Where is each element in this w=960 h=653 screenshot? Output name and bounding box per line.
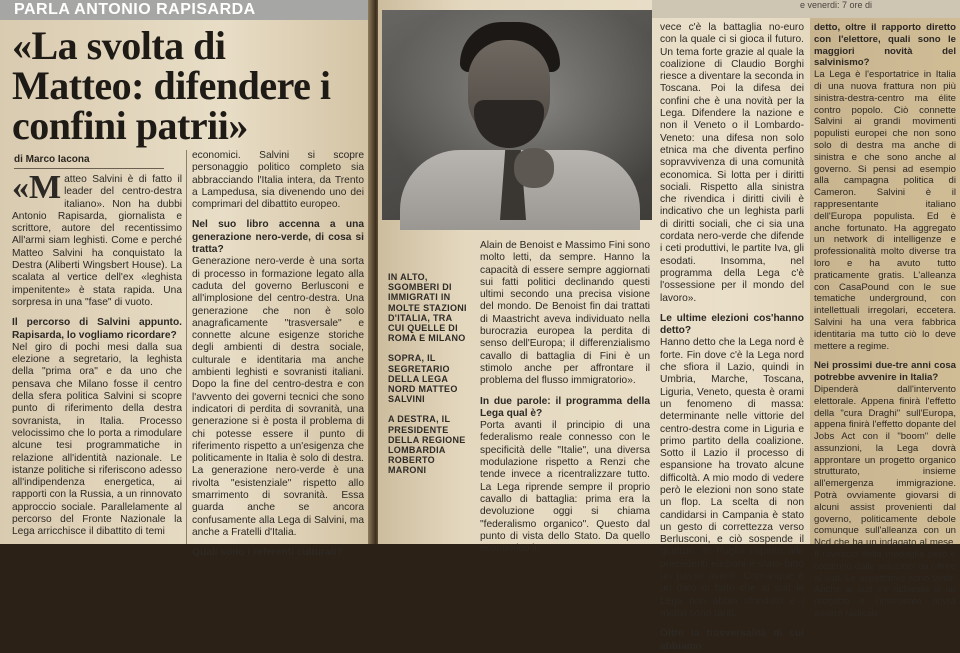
dropcap: «M [12,169,62,206]
col4-intro: vece c'è la battaglia no-euro con la quale ci si gioca il futuro. Un tema forte grazie al quale la coalizione di Claudio Borghi riesce a diventare la seconda in Toscana. Poi la difesa dei confini che è una novità per la Lega. Difendere la nazione e non il Veneto o il Lombardo-Veneto: una difesa non solo etnica ma che diventa perfino sopravvivenza di una comunità economica. Si lotta per i diritti sociali. Rispetto alla sinistra che rivendica i diritti civili è indicativo che un leghista parli di diritti sociali, che ci sia una cordata nero-verde che difende i ceti produttivi, le partite Iva, gli esodati. Insomma, nel programma della Lega c'è l'ossessione per il mondo del lavoro». [660,22,804,304]
top-strip-text: e venerdi: 7 ore di [800,0,873,10]
column-4 [660,22,804,652]
col1-intro: atteo Salvini è di fatto il leader del centro-destra italiano». Non ha dubbi Antonio Rapisarda, giornalista e scrittore, autore del recentissimo All'armi siam leghisti. Come e perché Matteo Salvini ha conquistato la Destra (Aliberti Wingsbert House). La scalata al vertice dell'ex «leghista impenitente» è stata rapida. Una sorpresa in una "fase" di vuoto. [12,174,182,308]
photo-hand [514,148,554,188]
col3-text: Alain de Benoist e Massimo Fini sono molto letti, da sempre. Hanno la capacità di essere sempre aggiornati sui fatti politici declinando questi ultimi secondo una precisa visione del mondo. De Benoist fin dai trattati di Maastricht aveva individuato nella burocrazia europea la perdita di senso dell'Europa; il differenzialismo cavallo di battaglia di Fini è un stimolo anche per affrontare il problema del flusso immigratorio». [480,240,650,387]
left-page [0,0,372,559]
question: Nel suo libro accenna a una generazione nero-verde, di cosa si tratta? [192,219,364,256]
answer: La Lega è l'esportatrice in Italia di una nuova frattura non più sinistra-destra-centro ma élite contro popolo. Ciò connette Salvini ai grandi movimenti populisti europei che non sono solo di destra ma anche di sinistra e che sono anche al governo. Si pensi ad esempio alla campagna politica di Cameron. Salvini è il rappresentante italiano dell'Europa populista. Ed è anche fortunato. Ha aggregato un network di intelligenze e professionalità molto diverse tra loro e ha avuto tutto praticamente gratis. L'alleanza con CasaPound con le sue tematiche underground, con intellettuali irregolari, eccetera. Salvini ha una vera fabbrica identitaria ma tutto ciò lo deve mettere a regime. [814,69,956,352]
answer: Generazione nero-verde è una sorta di processo in formazione legato alla caduta del governo Berlusconi e all'implosione del centro-destra. Una generazione che non è solo anagraficamente "trasversale" e connette alcune esigenze storiche degli ambienti di destra sociale, culturale e identitaria ma anche ambienti leghisti e sovranisti italiani. Dopo la fine del centro-destra e con l'avvento dei governi tecnici che sono indicatori di perdita di sovranità, una generazione si è posta il problema di chi potesse essere il punto di riferimento rispetto a un'esigenza che politicamente in Italia è solo di destra. La generazione nero-verde è una rivolta "esistenziale" rispetto allo smarrimento di sovranità. Essa guarda anche se ancora confusamente alla Lega di Salvini, ma anche a Fratelli d'Italia. [192,256,364,538]
headline: «La svolta di Matteo: difendere i confini patrii» [12,23,331,148]
question: detto, oltre il rapporto diretto con l'elettore, quali sono le maggiori novità del salvinismo? [814,22,956,69]
question: Il percorso di Salvini appunto. Rapisarda, lo vogliamo ricordare? [12,317,182,341]
question: Quali sono i referenti culturali? [192,547,343,559]
question: In due parole: il programma della Lega qual è? [480,395,650,419]
column-3 [480,240,650,555]
answer: Nel giro di pochi mesi dalla sua elezione a segretario, la leghista della "prima ora" e da uno che pensava che Milano fosse il centro della sfera politica Salvini si scopre punto di riferimento della destra sovranista, in Italia. Processo velocissimo che lo porta a rimodulare alcune tesi programmatiche in relazione all'identità nazionale. Le istanze politiche si riferiscono adesso all'indipendenza energetica, ai rapporti con la Russia, a un rinnovato approccio sociale. Parallelamente al percorso del Fronte Nazionale la Lega arricchisce il dibattito di temi [12,341,182,538]
kicker: PARLA ANTONIO RAPISARDA [0,0,386,20]
col2-intro: economici. Salvini si scopre personaggio politico completo sia abbracciando l'Italia intera, da Trento a Lampedusa, sia divenendo uno dei comprimari del dibattito europeo. [192,150,364,211]
caption-2: SOPRA, IL SEGRETARIO DELLA LEGA NORD MATTEO SALVINI [388,353,458,405]
caption-3: A DESTRA, IL PRESIDENTE DELLA REGIONE LOMBARDIA ROBERTO MARONI [388,414,466,476]
column-2 [192,150,364,559]
byline: di Marco Iacona [14,154,90,165]
question: Oltre la trasversalità di cui abbiamo [660,628,804,652]
photo-caption [388,272,470,486]
column-1 [12,169,182,544]
question: Le ultime elezioni cos'hanno detto? [660,312,804,337]
answer: Hanno detto che la Lega nord è forte. Fin dove c'è la Lega nord che sfiora il Lazio, quindi in Umbria, Marche, Toscana, Liguria, Veneto, questa è orami un fenomeno di massa: determinante nelle vittorie del centro-destra come in Liguria e primo partito della coalizione. Sotto il Lazio il processo di espansione ha trovato alcune difficoltà. A mio modo di vedere però le elezioni non sono state un flop. La scelta di non candidarsi in Campania è stato un gesto di correttezza verso Berlusconi, e ciò sospende il giudizio. In Puglia rispetto alle precedenti elezioni è stato fatto un passo avanti. Comunque è un dato di fatto che al sud la Lega non abbia sfondato e i motivi sono tanti. [660,337,804,619]
column-divider [186,150,187,544]
column-5 [814,22,956,620]
question: Nei prossimi due-tre anni cosa potrebbe avvenire in Italia? [814,360,956,384]
answer: Porta avanti il principio di una federalismo reale connesso con le specificità delle "Italie", una diversa modulazione rispetto a Renzi che tende invece a ricentralizzare tutto. La Lega riprende sempre il proprio cavallo di battaglia: prima era la devoluzione oggi si chiama "federalismo organico". Questo dal punto di vista dello Stato. Da quello economico in [480,420,650,555]
answer: Dipenderà dall'intervento elettorale. Appena finirà l'effetto della "cura Draghi" sull'Europa, appena finirà l'effetto dopante del Jobs Act con il "boom" delle assunzioni, la Lega dovrà approntare un progetto organico strutturato, insieme all'emergenza immigrazione. Potrà ovviamente giovarsi di alcuni assist provenienti dal governo, politicamente debole comunque sull'alleanza con un Ncd che ha un indagato al mese. Il rovescio della medaglia però è costituito dalle soluzioni da offrire al sud. Le aspettative sono tante. Anche al sud c'è richiesta di un progetto e l'intervento dovrà essere radicale. [814,383,956,620]
caption-1: IN ALTO, SGOMBERI DI IMMIGRATI IN MOLTE STAZIONI D'ITALIA, TRA CUI QUELLE DI ROMA E MILANO [388,272,467,344]
